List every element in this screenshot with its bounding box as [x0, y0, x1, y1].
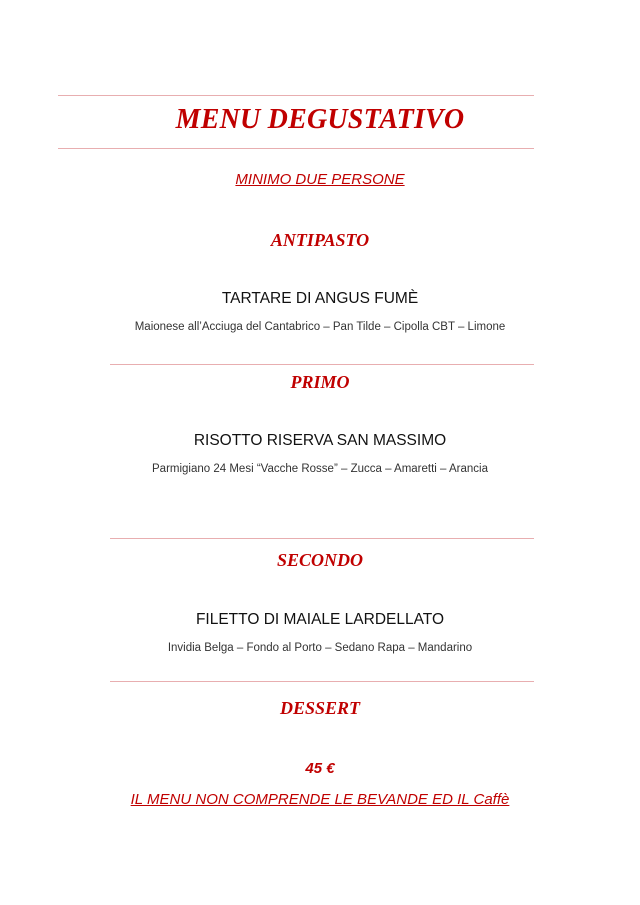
section-rule	[110, 538, 534, 539]
dish-description: Maionese all’Acciuga del Cantabrico – Pan Tilde – Cipolla CBT – Limone	[134, 321, 506, 333]
section-heading-primo: PRIMO	[290, 372, 350, 392]
dish-name: TARTARE DI ANGUS FUMÈ	[221, 290, 419, 307]
section-heading-antipasto: ANTIPASTO	[270, 230, 370, 250]
section-heading-dessert: DESSERT	[279, 698, 361, 718]
section-heading-secondo: SECONDO	[276, 550, 364, 570]
minimum-persons-note: MINIMO DUE PERSONE	[235, 171, 405, 188]
beverages-note: IL MENU NON COMPRENDE LE BEVANDE ED IL Caffè	[130, 791, 510, 808]
dish-name: FILETTO DI MAIALE LARDELLATO	[195, 611, 445, 628]
menu-title: MENU DEGUSTATIVO	[175, 104, 465, 135]
top-rule	[58, 95, 534, 96]
section-rule	[110, 681, 534, 682]
dish-description: Parmigiano 24 Mesi “Vacche Rosse” – Zucca – Amaretti – Arancia	[152, 463, 488, 475]
title-rule	[58, 148, 534, 149]
dish-name: RISOTTO RISERVA SAN MASSIMO	[193, 432, 447, 449]
menu-price: 45 €	[305, 760, 335, 777]
dish-description: Invidia Belga – Fondo al Porto – Sedano Rapa – Mandarino	[167, 642, 473, 654]
section-rule	[110, 364, 534, 365]
